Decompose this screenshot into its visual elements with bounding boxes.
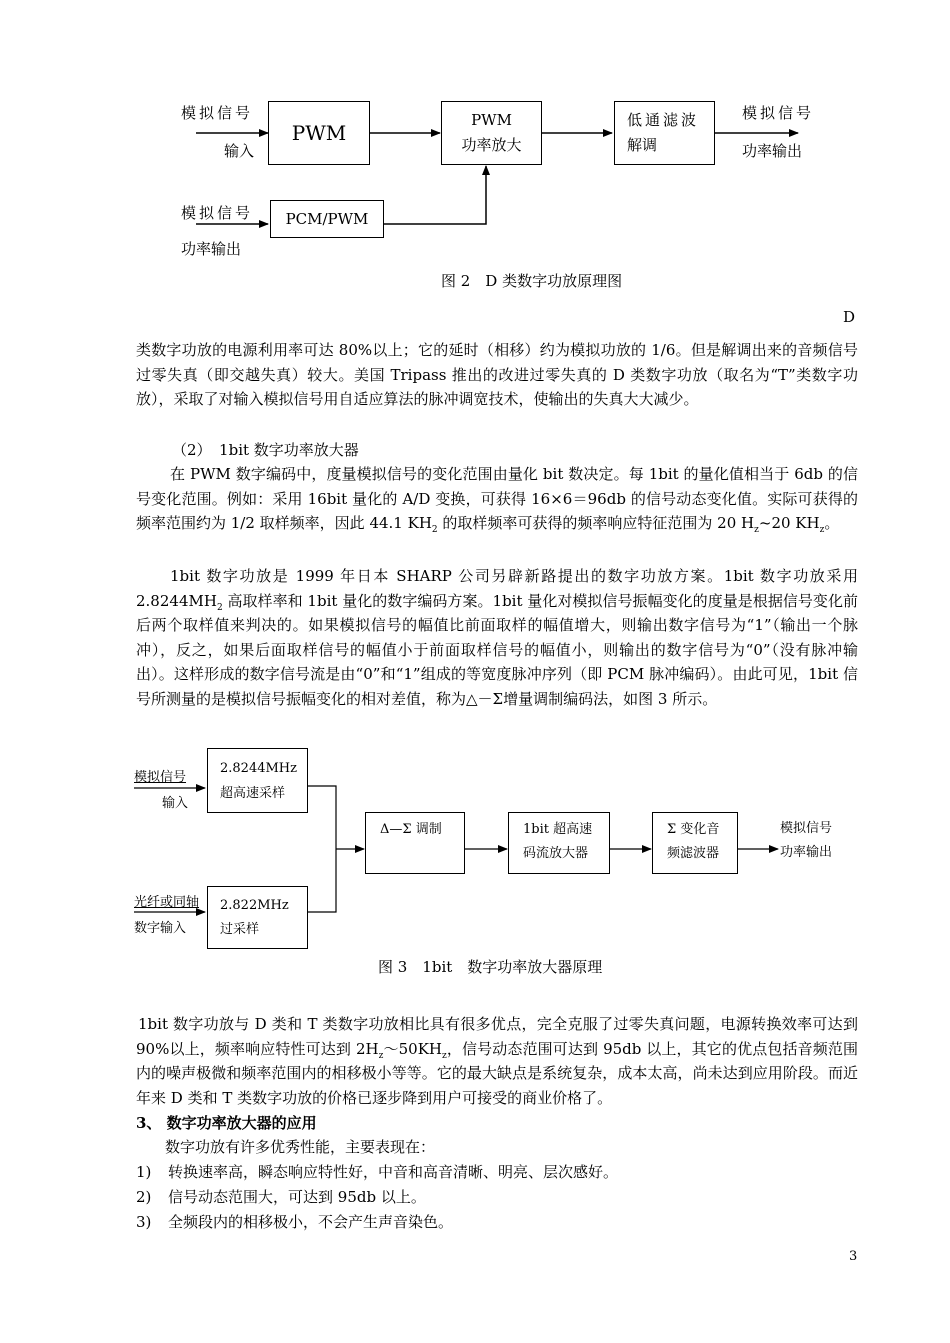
fig3-in1-label: 模拟信号 bbox=[134, 770, 187, 785]
list-item-number: 2) bbox=[136, 1188, 152, 1206]
fig2-output-label-sub: 功率输出 bbox=[742, 142, 803, 160]
list-item-number: 3) bbox=[136, 1213, 152, 1231]
fig3-bitstream-amp-box-line2: 码流放大器 bbox=[523, 846, 589, 861]
fig3-sampling-box-line1: 2.8244MHz bbox=[220, 761, 297, 776]
d-letter: D bbox=[843, 308, 856, 326]
list-item-text: 全频段内的相移极小，不会产生声音染色。 bbox=[168, 1213, 454, 1231]
fig3-output-label: 模拟信号 bbox=[780, 821, 833, 836]
fig3-oversampling-box bbox=[207, 886, 308, 949]
fig2-pcm-box-label: PCM/PWM bbox=[285, 210, 369, 228]
list-item bbox=[136, 1187, 426, 1207]
fig2-filter-box-line2: 解调 bbox=[627, 136, 658, 154]
fig2-output-label: 模拟信号 bbox=[742, 104, 815, 122]
fig2-amp-box-line1: PWM bbox=[471, 111, 512, 129]
list-item-text: 信号动态范围大，可达到 95db 以上。 bbox=[168, 1188, 426, 1206]
fig3-in2-label: 光纤或同轴 bbox=[134, 895, 200, 910]
fig3-modulation-box bbox=[365, 812, 465, 874]
fig3-sampling-box bbox=[207, 748, 308, 813]
fig3-filter-box-line2: 频滤波器 bbox=[667, 846, 720, 861]
fig3-oversampling-box-line1: 2.822MHz bbox=[220, 898, 289, 913]
fig2-filter-box-line1: 低通滤波 bbox=[627, 111, 700, 129]
paragraph-1bit-amp: 1bit 数字功放是 1999 年日本 SHARP 公司另辟新路提出的数字功放方案。1bit 数字功放采用 $2.8244MH_2$ 高取样率和 1bit 量化的数字编码方案。1bit 量化对模拟信号振幅变化的度量是根据信号变化前后两个取样值来判决的。如果模拟信号的幅值比前面取样的幅值增大，则输出数字信号为“1”（输出一个脉冲），反之，如果后面取样信号的幅值小于前面取样信号的幅值小，则输出的数字信号为“0”（没有脉冲输出）。这样形成的数字信号流是由“0”和“1”组成的等宽度脉冲序列（即 PCM 脉冲编码）。由此可见，1bit 信号所测量的是模拟信号振幅变化的相对差值，称为△－Σ增量调制编码法，如图 3 所示。 bbox=[136, 567, 858, 708]
fig3-bitstream-amp-box-line1: 1bit 超高速 bbox=[523, 822, 593, 837]
fig3-bitstream-amp-box bbox=[508, 812, 610, 874]
fig3-box1-out bbox=[308, 786, 336, 912]
fig2-input-label-sub: 输入 bbox=[224, 142, 255, 160]
list-item bbox=[136, 1212, 453, 1232]
fig3-filter-box bbox=[652, 812, 738, 874]
paragraph-d-class: 类数字功放的电源利用率可达 80%以上；它的延时（相移）约为模拟功放的 1/6。但是解调出来的音频信号过零失真（即交越失真）较大。美国 Tripass 推出的改进过零失真的 D 类数字功放（取名为“T”类数字功放），采取了对输入模拟信号用自适应算法的脉冲调宽技术，使输出的失真大大减少。 bbox=[136, 341, 858, 408]
fig2-input-label: 模拟信号 bbox=[181, 104, 254, 122]
list-item bbox=[136, 1162, 618, 1182]
fig3-in2-label-sub: 数字输入 bbox=[134, 921, 187, 936]
section-3-intro: 数字功放有许多优秀性能，主要表现在： bbox=[165, 1138, 436, 1156]
fig3-oversampling-box-line2: 过采样 bbox=[220, 922, 260, 937]
list-item-text: 转换速率高，瞬态响应特性好，中音和高音清晰、明亮、层次感好。 bbox=[168, 1163, 619, 1181]
fig3-modulation-box-label: Δ—Σ 调制 bbox=[380, 822, 442, 837]
fig3-output-label-sub: 功率输出 bbox=[780, 845, 833, 860]
paragraph-1bit-advantages: 1bit 数字功放与 D 类和 T 类数字功放相比具有很多优点，完全克服了过零失真问题，电源转换效率可达到 90%以上，频率响应特性可达到 $2H_z\sim 50KH_z$，信号动态范围可达到 95db 以上，其它的优点包括音频范围内的噪声极微和频率范围内的相移极小等等。它的最大缺点是系统复杂，成本太高，尚未达到应用阶段。而近年来 D 类和 T 类数字功放的价格已逐步降到用户可接受的商业价格了。 bbox=[136, 1015, 858, 1107]
figure-2-caption: 图 2 D 类数字功放原理图 bbox=[441, 272, 623, 290]
section-3-heading: 3、 数字功率放大器的应用 bbox=[136, 1114, 317, 1132]
sub-heading-1bit: （2） 1bit 数字功率放大器 bbox=[172, 441, 359, 459]
fig3-filter-box-line1: Σ 变化音 bbox=[667, 822, 720, 837]
figure-3-caption: 图 3 1bit 数字功率放大器原理 bbox=[378, 958, 603, 976]
page-number: 3 bbox=[849, 1249, 858, 1264]
list-item-number: 1) bbox=[136, 1163, 152, 1181]
fig2-pwm-box-label: PWM bbox=[291, 121, 347, 145]
fig3-sampling-box-line2: 超高速采样 bbox=[220, 786, 286, 801]
fig2-amp-box-line2: 功率放大 bbox=[461, 136, 522, 154]
fig2-lower-label: 模拟信号 bbox=[181, 204, 254, 222]
paragraph-pwm-encoding: 在 PWM 数字编码中，度量模拟信号的变化范围由量化 bit 数决定。每 1bit 的量化值相当于 6db 的信号变化范围。例如：采用 16bit 量化的 A/D 变换，可获得 16×6＝96db 的信号动态变化值。实际可获得的频率范围约为 1/2 取样频率，因此 44.1 $KH_2$ 的取样频率可获得的频率响应特征范围为 20 $H_z\sim 20$ $KH_z$。 bbox=[136, 465, 858, 535]
fig2-lower-label-sub: 功率输出 bbox=[181, 240, 242, 258]
fig3-in1-label-sub: 输入 bbox=[162, 796, 189, 811]
